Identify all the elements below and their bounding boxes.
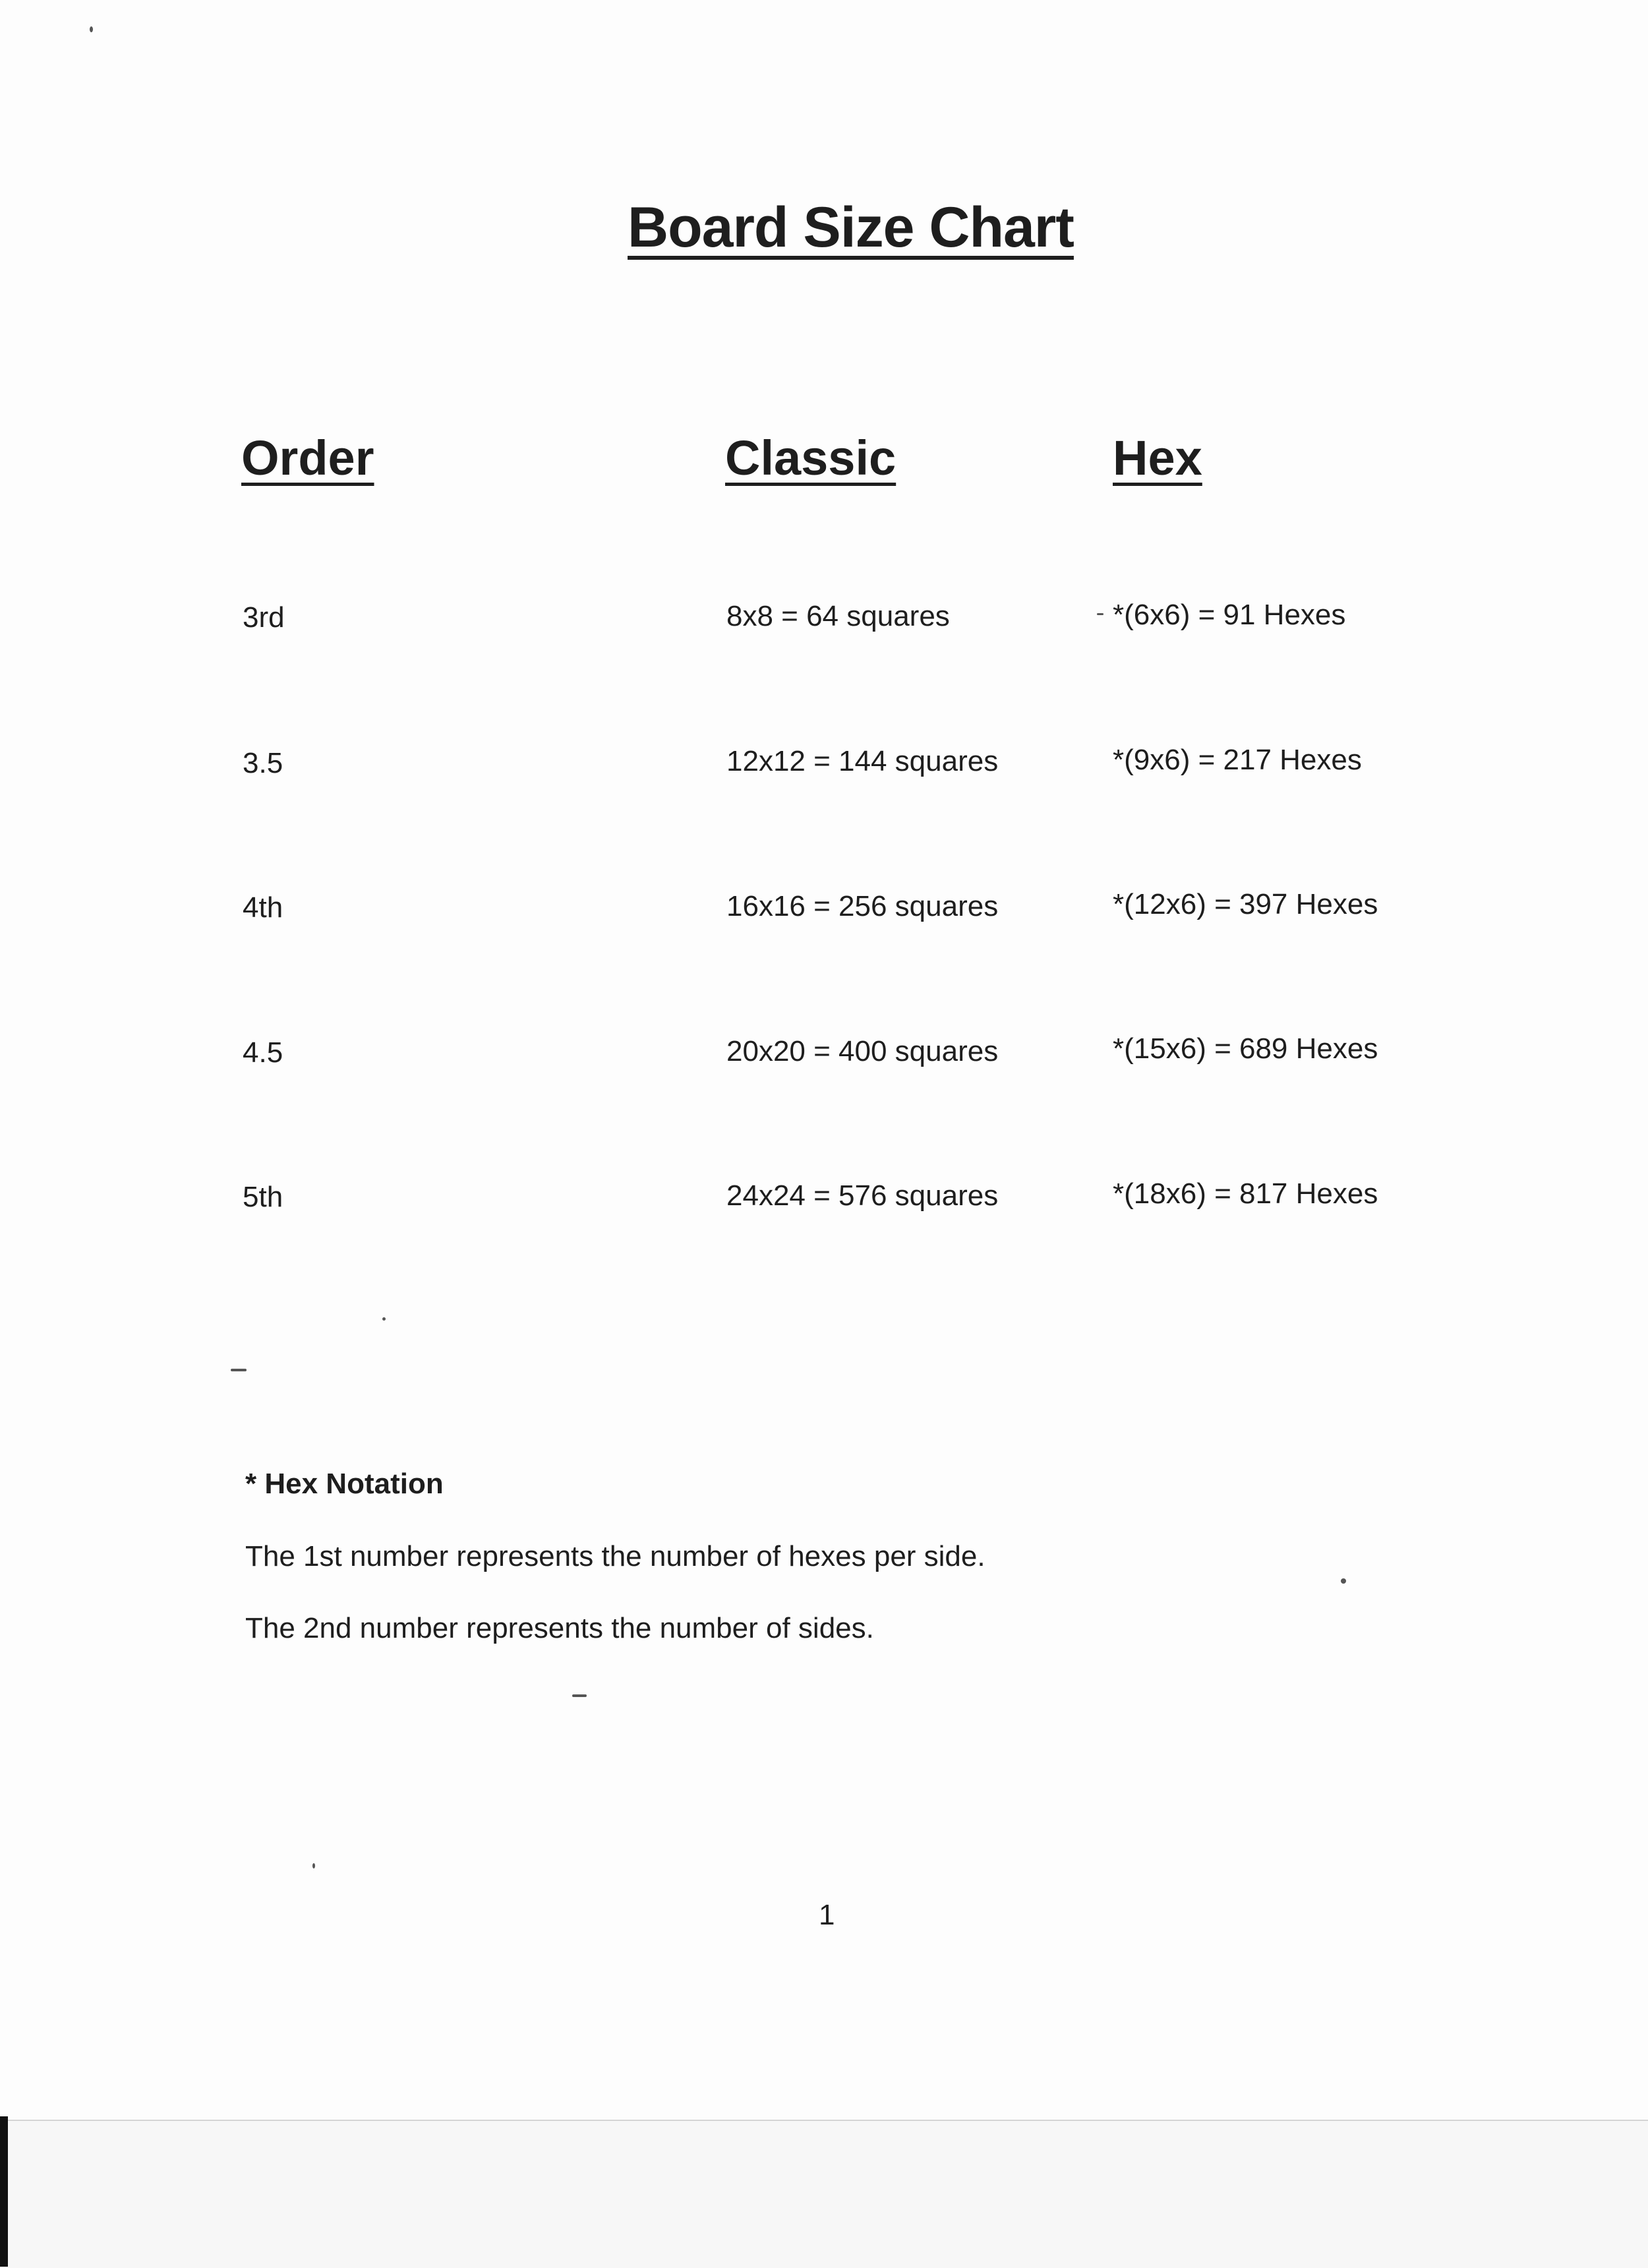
column-header-classic: Classic (725, 431, 897, 485)
page-number: 1 (819, 1899, 835, 1931)
order-cell: 3.5 (243, 747, 283, 779)
classic-cell: 24x24 = 576 squares (726, 1179, 999, 1212)
order-cell: 3rd (243, 601, 285, 634)
scan-speck (572, 1694, 587, 1697)
classic-cell: 16x16 = 256 squares (726, 890, 999, 922)
hex-notation-line: The 1st number represents the number of hexes per side. (245, 1540, 986, 1572)
hex-cell: *(6x6) = 91 Hexes (1113, 599, 1346, 631)
hex-notation-heading: * Hex Notation (245, 1468, 444, 1500)
scan-speck (312, 1863, 315, 1868)
order-cell: 4.5 (243, 1036, 283, 1069)
scan-speck (90, 26, 93, 32)
order-cell: 5th (243, 1181, 283, 1213)
column-header-hex: Hex (1113, 431, 1202, 485)
order-cell: 4th (243, 891, 283, 924)
classic-cell: 20x20 = 400 squares (726, 1035, 999, 1067)
classic-cell: 12x12 = 144 squares (726, 745, 999, 777)
hex-cell: *(9x6) = 217 Hexes (1113, 744, 1362, 776)
classic-cell: 8x8 = 64 squares (726, 600, 950, 632)
scan-edge-shadow (0, 2116, 8, 2267)
scan-bottom-edge (0, 2120, 1648, 2268)
hex-cell: *(15x6) = 689 Hexes (1113, 1032, 1378, 1065)
scan-speck (1341, 1578, 1346, 1584)
scan-speck (382, 1317, 386, 1321)
hex-notation-line: The 2nd number represents the number of sides. (245, 1612, 874, 1644)
scan-speck (231, 1369, 247, 1371)
hex-cell: *(12x6) = 397 Hexes (1113, 888, 1378, 920)
scan-speck (1097, 613, 1104, 615)
hex-cell: *(18x6) = 817 Hexes (1113, 1178, 1378, 1210)
page-title: Board Size Chart (628, 196, 1074, 259)
column-header-order: Order (241, 431, 374, 485)
